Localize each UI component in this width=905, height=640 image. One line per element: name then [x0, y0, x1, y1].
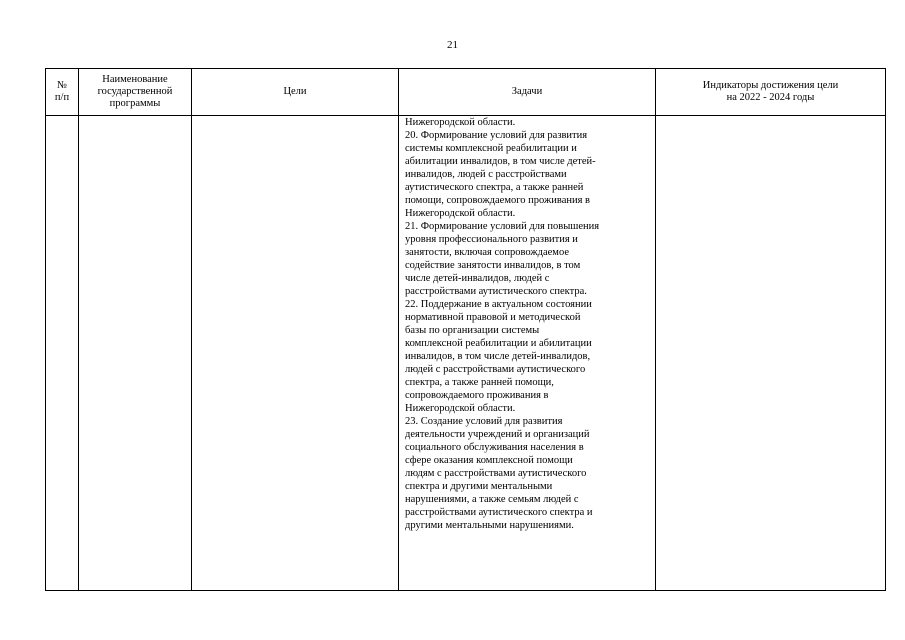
task-text-line: людям с расстройствами аутистического — [405, 468, 587, 479]
task-text-line: расстройствами аутистического спектра и — [405, 507, 593, 518]
header-indicators-line-1: Индикаторы достижения цели — [702, 80, 839, 91]
cell-goals — [192, 116, 399, 591]
header-indicators-line-2: на 2022 - 2024 годы — [726, 92, 815, 103]
header-goals — [192, 69, 399, 116]
header-indicators — [656, 69, 886, 116]
table-header-row — [46, 69, 886, 116]
task-text-line: 21. Формирование условий для повышения — [405, 221, 600, 232]
page-number: 21 — [447, 39, 458, 51]
task-text-line: 23. Создание условий для развития — [405, 416, 563, 427]
header-tasks — [399, 69, 656, 116]
cell-program-name — [79, 116, 192, 591]
header-num-line-2: п/п — [54, 92, 70, 103]
task-text-line: спектра и другими ментальными — [405, 481, 553, 492]
task-text-line: людей с расстройствами аутистического — [405, 364, 586, 375]
task-text-line: инвалидов, в том числе детей-инвалидов, — [405, 351, 591, 362]
task-text-line: социального обслуживания населения в — [405, 442, 584, 453]
cell-num — [46, 116, 79, 591]
task-text-line: нормативной правовой и методической — [405, 312, 581, 323]
task-text-line: базы по организации системы — [405, 325, 540, 336]
task-text-line: другими ментальными нарушениями. — [405, 520, 574, 531]
table-row — [46, 116, 886, 591]
task-text-line: числе детей-инвалидов, людей с — [405, 273, 550, 284]
task-text-line: Нижегородской области. — [405, 403, 516, 414]
task-text-line: системы комплексной реабилитации и — [405, 143, 577, 154]
task-text-line: уровня профессионального развития и — [405, 234, 578, 245]
task-text-line: аутистического спектра, а также ранней — [405, 182, 584, 193]
task-text-line: 22. Поддержание в актуальном состоянии — [405, 299, 592, 310]
program-table — [45, 68, 886, 591]
header-goals-label: Цели — [283, 86, 307, 97]
task-text-line: абилитации инвалидов, в том числе детей- — [405, 156, 596, 167]
task-text-line: комплексной реабилитации и абилитации — [405, 338, 592, 349]
task-text-line: расстройствами аутистического спектра. — [405, 286, 587, 297]
header-program-name — [79, 69, 192, 116]
header-program-line-2: государственной — [97, 86, 173, 97]
task-text-line: нарушениями, а также семьям людей с — [405, 494, 579, 505]
header-num — [46, 69, 79, 116]
task-text-line: сфере оказания комплексной помощи — [405, 455, 573, 466]
task-text-line: 20. Формирование условий для развития — [405, 130, 588, 141]
task-text-line: спектра, а также ранней помощи, — [405, 377, 554, 388]
task-text-line: помощи, сопровождаемого проживания в — [405, 195, 591, 206]
header-program-line-1: Наименование — [102, 74, 168, 85]
header-program-line-3: программы — [109, 98, 161, 109]
cell-indicators — [656, 116, 886, 591]
task-text-line: деятельности учреждений и организаций — [405, 429, 590, 440]
task-text-line: сопровождаемого проживания в — [405, 390, 549, 401]
task-text-line: занятости, включая сопровождаемое — [405, 247, 569, 258]
cell-tasks — [399, 116, 656, 591]
header-tasks-label: Задачи — [511, 86, 543, 97]
task-text-line: инвалидов, людей с расстройствами — [405, 169, 567, 180]
task-text-line: Нижегородской области. — [405, 208, 516, 219]
task-text-line: Нижегородской области. — [405, 117, 516, 128]
header-num-line-1: № — [56, 80, 68, 91]
task-text-line: содействие занятости инвалидов, в том — [405, 260, 581, 271]
